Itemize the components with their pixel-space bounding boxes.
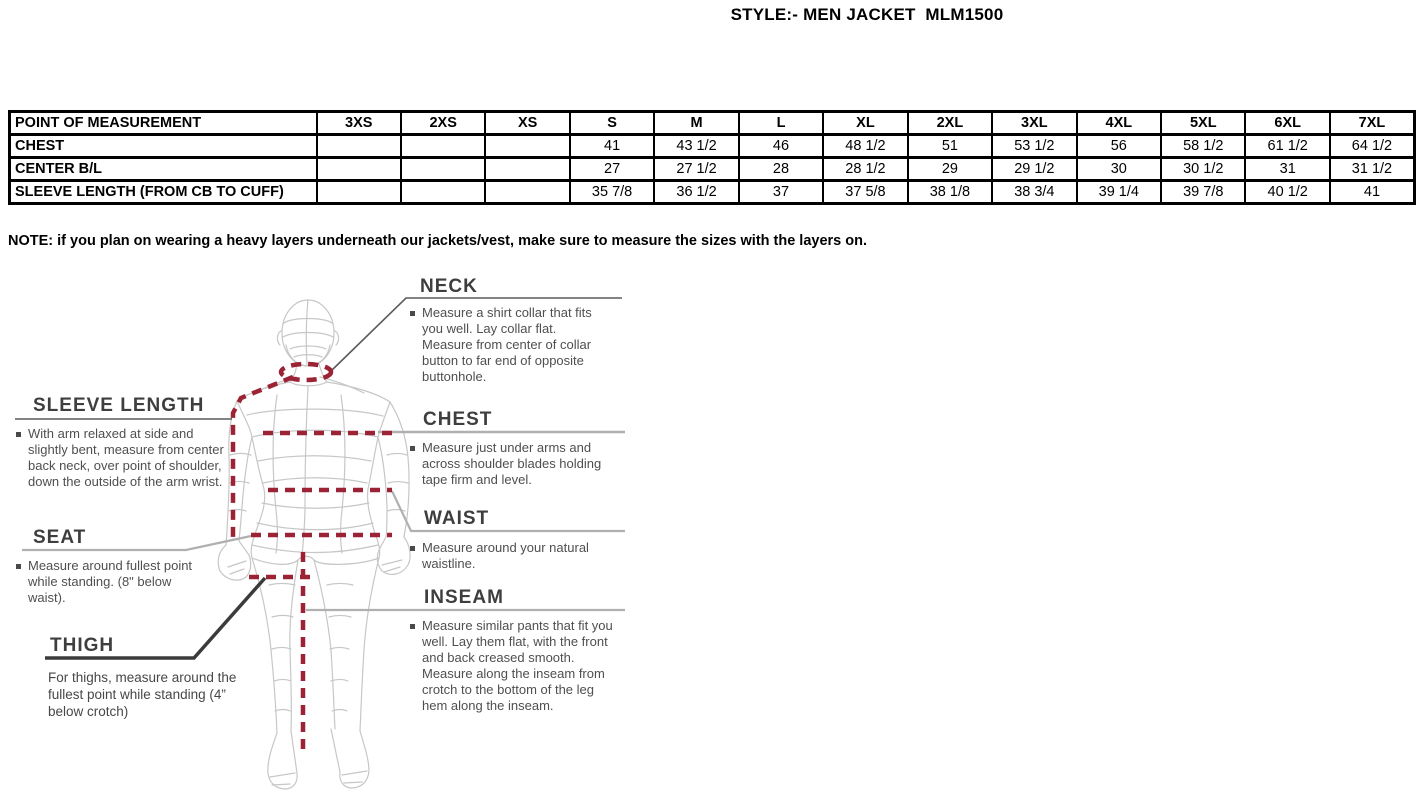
bullet-icon [410, 624, 415, 629]
chest-heading: CHEST [423, 409, 493, 430]
table-cell: 61 1/2 [1245, 135, 1329, 158]
chest-description-text: Measure just under arms and across shoulder blades holding tape firm and level. [422, 440, 602, 487]
size-table-body [10, 135, 1415, 204]
measurement-diagram [0, 265, 640, 796]
table-cell: 29 1/2 [992, 158, 1076, 181]
table-cell [401, 135, 485, 158]
table-cell: 41 [1330, 181, 1415, 204]
row-label: CENTER B/L [10, 158, 317, 181]
inseam-description [410, 618, 615, 714]
column-header-size: 6XL [1245, 112, 1329, 135]
table-row [10, 181, 1415, 204]
table-cell [401, 158, 485, 181]
note-text: NOTE: if you plan on wearing a heavy layers underneath our jackets/vest, make sure to measure the sizes with the layers on. [8, 233, 868, 249]
table-cell: 53 1/2 [992, 135, 1076, 158]
sleeve-length-description [16, 426, 234, 490]
table-cell: 64 1/2 [1330, 135, 1415, 158]
table-cell [485, 135, 569, 158]
table-cell: 31 1/2 [1330, 158, 1415, 181]
seat-description [16, 558, 211, 606]
table-cell [317, 135, 401, 158]
seat-heading: SEAT [33, 527, 87, 548]
table-cell: 28 1/2 [823, 158, 907, 181]
thigh-description [48, 669, 248, 720]
table-cell: 36 1/2 [654, 181, 738, 204]
seat-description-text: Measure around fullest point while standing. (8" below waist). [28, 558, 193, 605]
table-cell: 39 7/8 [1161, 181, 1245, 204]
table-cell: 30 [1077, 158, 1161, 181]
table-cell: 48 1/2 [823, 135, 907, 158]
column-header-size: M [654, 112, 738, 135]
table-cell: 39 1/4 [1077, 181, 1161, 204]
table-cell: 46 [739, 135, 823, 158]
sleeve-length-heading: SLEEVE LENGTH [33, 395, 205, 416]
column-header-point-of-measurement: POINT OF MEASUREMENT [10, 112, 317, 135]
neck-description [410, 305, 610, 385]
table-row [10, 135, 1415, 158]
document-title: STYLE:- MEN JACKET MLM1500 [730, 5, 1004, 24]
neck-heading: NECK [420, 276, 478, 297]
table-cell: 43 1/2 [654, 135, 738, 158]
table-cell: 27 1/2 [654, 158, 738, 181]
table-cell: 40 1/2 [1245, 181, 1329, 204]
table-cell [485, 181, 569, 204]
table-cell: 37 5/8 [823, 181, 907, 204]
table-cell: 28 [739, 158, 823, 181]
table-cell [317, 181, 401, 204]
thigh-heading: THIGH [50, 635, 115, 656]
table-cell: 38 3/4 [992, 181, 1076, 204]
bullet-icon [410, 311, 415, 316]
column-header-size: 3XS [317, 112, 401, 135]
table-cell [317, 158, 401, 181]
table-cell: 35 7/8 [570, 181, 654, 204]
column-header-size: 7XL [1330, 112, 1415, 135]
bullet-icon [16, 564, 21, 569]
header-row [10, 112, 1415, 135]
column-header-size: L [739, 112, 823, 135]
column-header-size: 4XL [1077, 112, 1161, 135]
measurement-dash-lines [233, 364, 397, 752]
table-row [10, 158, 1415, 181]
size-table-header [10, 112, 1415, 135]
column-header-size: 2XL [908, 112, 992, 135]
waist-description-text: Measure around your natural waistline. [422, 540, 589, 571]
table-cell: 29 [908, 158, 992, 181]
thigh-description-text: For thighs, measure around the fullest point while standing (4” below crotch) [48, 670, 237, 719]
column-header-size: XL [823, 112, 907, 135]
table-cell: 56 [1077, 135, 1161, 158]
table-cell: 51 [908, 135, 992, 158]
bullet-icon [16, 432, 21, 437]
row-label: CHEST [10, 135, 317, 158]
table-cell: 58 1/2 [1161, 135, 1245, 158]
chest-description [410, 440, 617, 488]
waist-description [410, 540, 605, 572]
column-header-size: XS [485, 112, 569, 135]
column-header-size: 2XS [401, 112, 485, 135]
bullet-icon [410, 446, 415, 451]
table-cell: 37 [739, 181, 823, 204]
neck-description-text: Measure a shirt collar that fits you well. Lay collar flat. Measure from center of collar button to far end of opposite buttonhole. [422, 305, 592, 384]
inseam-description-text: Measure similar pants that fit you well. Lay them flat, with the front and back creased smooth. Measure along the inseam from crotch to the bottom of the leg hem along the inseam. [422, 618, 613, 713]
table-cell: 31 [1245, 158, 1329, 181]
row-label: SLEEVE LENGTH (FROM CB TO CUFF) [10, 181, 317, 204]
waist-heading: WAIST [424, 508, 490, 529]
column-header-size: S [570, 112, 654, 135]
inseam-heading: INSEAM [424, 587, 504, 608]
column-header-size: 5XL [1161, 112, 1245, 135]
table-cell: 27 [570, 158, 654, 181]
column-header-size: 3XL [992, 112, 1076, 135]
size-table [8, 110, 1416, 205]
table-cell: 30 1/2 [1161, 158, 1245, 181]
table-cell [401, 181, 485, 204]
sleeve-length-description-text: With arm relaxed at side and slightly bent, measure from center back neck, over point of shoulder, down the outside of the arm wrist. [28, 426, 224, 489]
table-cell [485, 158, 569, 181]
table-cell: 41 [570, 135, 654, 158]
bullet-icon [410, 546, 415, 551]
table-cell: 38 1/8 [908, 181, 992, 204]
